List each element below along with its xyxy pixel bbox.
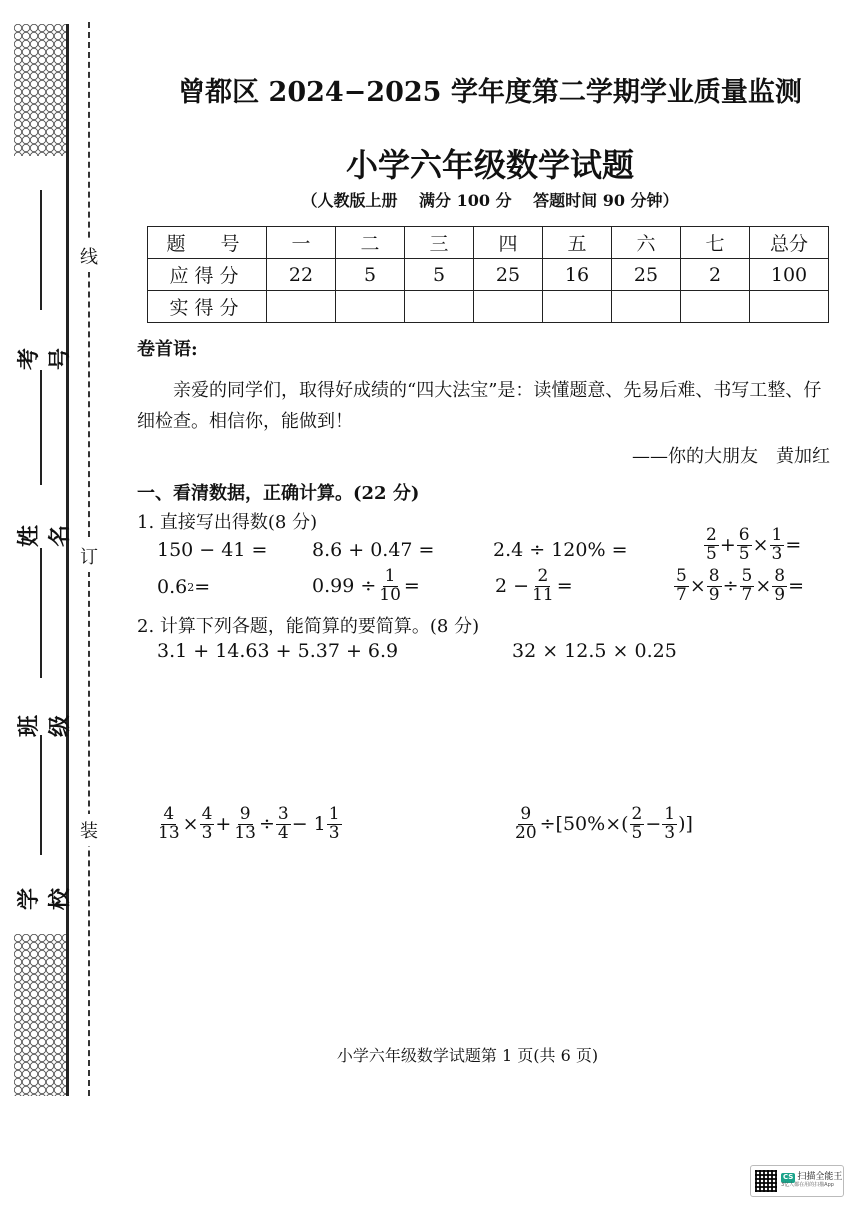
fraction: $\frac{5}{7}$ xyxy=(676,566,687,605)
q2-item-b: 32 × 12.5 × 0.25 xyxy=(512,640,677,662)
fraction: $\frac{2}{11}$ xyxy=(532,566,554,605)
table-cell: 一 xyxy=(267,227,336,259)
scanner-tagline: 3亿人都在用的扫描App xyxy=(781,1182,834,1189)
score-input-cell[interactable] xyxy=(750,291,829,323)
table-cell: 5 xyxy=(405,259,474,291)
fraction: $\frac{4}{13}$ xyxy=(158,804,180,843)
q1-item-a: 150 − 41 = xyxy=(157,539,268,561)
q1-item-e: 0.6 2 = xyxy=(157,576,211,598)
table-row xyxy=(148,259,829,291)
fraction: $\frac{9}{20}$ xyxy=(515,804,537,843)
table-cell: 题 号 xyxy=(148,227,267,259)
score-input-cell[interactable] xyxy=(405,291,474,323)
table-cell: 22 xyxy=(267,259,336,291)
exam-title: 曾都区 2024−2025 学年度第二学期学业质量监测 xyxy=(178,77,802,108)
fraction: $\frac{9}{13}$ xyxy=(234,804,256,843)
question-1-title: 1. 直接写出得数(8 分) xyxy=(137,512,318,533)
q1-item-b: 8.6 + 0.47 = xyxy=(312,539,435,561)
fraction: $\frac{8}{9}$ xyxy=(774,566,786,605)
school-line xyxy=(40,735,42,855)
preface-line-1: 亲爱的同学们，取得好成绩的“四大法宝”是：读懂题意、先易后难、书写工整、仔 xyxy=(173,380,822,401)
q1-item-d: $\frac{2}{5}$ + $\frac{6}{5}$ × $\frac{1}{3}$ = xyxy=(706,525,802,564)
binding-pattern-bottom xyxy=(14,934,66,1096)
q1-item-h: $\frac{5}{7}$ × $\frac{8}{9}$ ÷ $\frac{5}{7}$ × $\frac{8}{9}$ = xyxy=(676,566,804,605)
q1-item-g: 2 − $\frac{2}{11}$ = xyxy=(495,566,573,605)
table-cell: 三 xyxy=(405,227,474,259)
table-row xyxy=(148,227,829,259)
exam-info: （人教版上册 满分 100 分 答题时间 90 分钟） xyxy=(301,191,679,210)
table-cell: 实得分 xyxy=(148,291,267,323)
table-cell: 25 xyxy=(474,259,543,291)
name-line xyxy=(40,370,42,485)
fraction: $\frac{5}{7}$ xyxy=(741,566,753,605)
table-cell: 5 xyxy=(336,259,405,291)
q1-item-c: 2.4 ÷ 120% = xyxy=(493,539,628,561)
table-cell: 六 xyxy=(612,227,681,259)
preface-heading: 卷首语: xyxy=(137,339,198,360)
score-input-cell[interactable] xyxy=(336,291,405,323)
section-1-title: 一、看清数据，正确计算。(22 分) xyxy=(137,483,420,504)
fraction: $\frac{2}{5}$ xyxy=(631,804,643,843)
table-cell: 25 xyxy=(612,259,681,291)
question-2-title: 2. 计算下列各题，能简算的要简算。(8 分) xyxy=(137,616,480,637)
binding-mark-staple: 订 xyxy=(80,540,98,572)
q1-item-f: 0.99 ÷ $\frac{1}{10}$ = xyxy=(312,566,420,605)
page-footer: 小学六年级数学试题第 1 页(共 6 页) xyxy=(336,1046,599,1065)
fraction: $\frac{1}{3}$ xyxy=(771,525,783,564)
score-input-cell[interactable] xyxy=(681,291,750,323)
fraction: $\frac{1}{3}$ xyxy=(328,804,340,843)
preface-line-2: 细检查。相信你，能做到！ xyxy=(137,411,353,432)
fraction: $\frac{6}{5}$ xyxy=(738,525,750,564)
table-cell: 16 xyxy=(543,259,612,291)
preface-signature: ——你的大朋友 黄加红 xyxy=(632,446,830,467)
fraction: $\frac{1}{3}$ xyxy=(664,804,676,843)
class-label: 班级 xyxy=(16,715,73,738)
scanner-name: 扫描全能王 xyxy=(797,1172,843,1183)
table-cell: 应得分 xyxy=(148,259,267,291)
score-input-cell[interactable] xyxy=(474,291,543,323)
class-line xyxy=(40,548,42,678)
table-cell: 100 xyxy=(750,259,829,291)
fraction: $\frac{4}{3}$ xyxy=(201,804,213,843)
q2-item-c: $\frac{4}{13}$ × $\frac{4}{3}$ + $\frac{9}{13}$ ÷ $\frac{3}{4}$ − 1 $\frac{1}{3}$ xyxy=(158,804,340,843)
table-cell: 2 xyxy=(681,259,750,291)
q2-item-a: 3.1 + 14.63 + 5.37 + 6.9 xyxy=(157,640,399,662)
fraction: $\frac{2}{5}$ xyxy=(706,525,717,564)
fraction: $\frac{3}{4}$ xyxy=(277,804,289,843)
table-cell: 四 xyxy=(474,227,543,259)
scanner-badge: CS xyxy=(783,1173,794,1182)
table-row xyxy=(148,291,829,323)
qr-code-icon xyxy=(755,1170,777,1192)
school-label: 学校 xyxy=(16,888,73,911)
table-cell: 总分 xyxy=(750,227,829,259)
score-table xyxy=(147,226,829,323)
binding-mark-bind: 装 xyxy=(80,814,98,846)
binding-mark-line: 线 xyxy=(80,240,98,272)
fraction: $\frac{1}{10}$ xyxy=(379,566,401,605)
table-cell: 二 xyxy=(336,227,405,259)
fraction: $\frac{8}{9}$ xyxy=(708,566,720,605)
score-input-cell[interactable] xyxy=(612,291,681,323)
table-cell: 五 xyxy=(543,227,612,259)
table-cell: 七 xyxy=(681,227,750,259)
exam-number-label: 考号 xyxy=(16,348,73,371)
score-input-cell[interactable] xyxy=(543,291,612,323)
q2-item-d: $\frac{9}{20}$ ÷[50%×( $\frac{2}{5}$ − $\frac{1}{3}$ )] xyxy=(515,804,693,843)
score-input-cell[interactable] xyxy=(267,291,336,323)
name-label: 姓名 xyxy=(16,525,73,548)
exam-subtitle: 小学六年级数学试题 xyxy=(345,146,634,184)
scanner-logo xyxy=(750,1165,844,1197)
